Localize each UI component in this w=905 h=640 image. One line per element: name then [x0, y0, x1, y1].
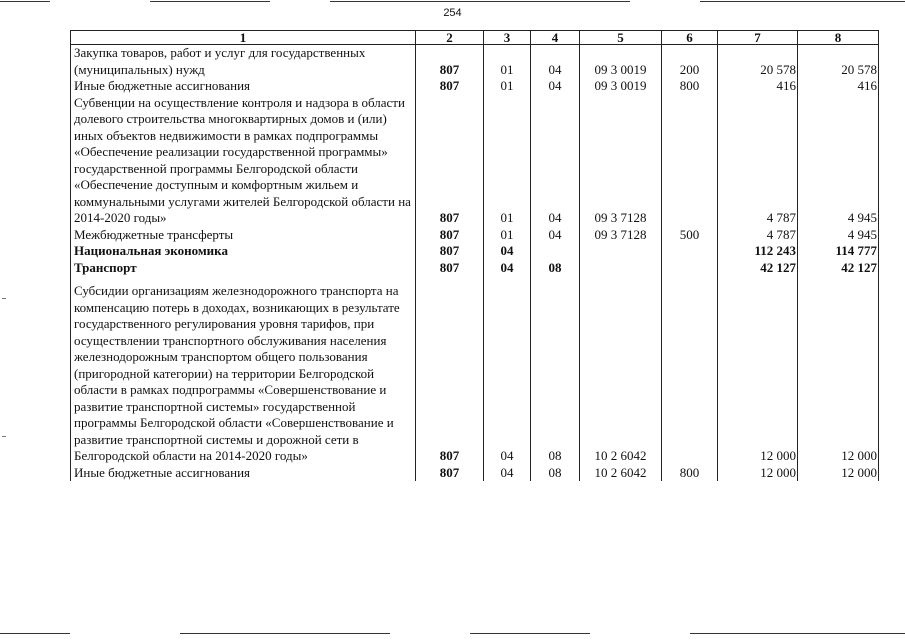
cell-ministry-code: 807: [416, 45, 484, 79]
cell-target-item: 09 3 7128: [580, 227, 662, 244]
bottom-edge-rule: [0, 633, 70, 634]
budget-table: [70, 30, 879, 481]
cell-target-item: 09 3 7128: [580, 95, 662, 227]
row-name: Иные бюджетные ассигнования: [71, 78, 416, 95]
margin-mark: [2, 298, 6, 299]
column-header: 1: [71, 31, 416, 45]
cell-amount-1: 4 787: [718, 95, 798, 227]
bottom-edge-rule: [690, 633, 905, 634]
cell-amount-1: 112 243: [718, 243, 798, 260]
margin-mark: [2, 436, 6, 437]
row-name: Субсидии организациям железнодорожного транспорта на компенсацию потерь в доходах, возникающих в результате государственного регулирования уровня тарифов, при осуществлении транспортного обслуживания населения железнодорожным транспортом общего пользования (пригородной категории) на территории Белгородской области в рамках подпрограммы «Совершенствование и развитие транспортной системы» государственной программы Белгородской области «Совершенствование и развитие транспортной системы и дорожной сети в Белгородской области на 2014-2020 годы»: [71, 283, 416, 465]
column-header: 5: [580, 31, 662, 45]
cell-target-item: 09 3 0019: [580, 78, 662, 95]
row-name: Транспорт: [71, 260, 416, 277]
cell-ministry-code: 807: [416, 260, 484, 277]
column-header: 2: [416, 31, 484, 45]
table-row: [71, 465, 879, 482]
cell-amount-2: 12 000: [798, 283, 879, 465]
cell-target-item: [580, 260, 662, 277]
cell-subsection: 08: [531, 260, 580, 277]
cell-target-item: 10 2 6042: [580, 283, 662, 465]
row-spacer: [71, 276, 879, 283]
row-name: Иные бюджетные ассигнования: [71, 465, 416, 482]
top-edge-rule: [700, 1, 905, 2]
table-row: [71, 78, 879, 95]
cell-expense-type: [662, 243, 718, 260]
table-row: [71, 283, 879, 465]
column-header: 4: [531, 31, 580, 45]
bottom-edge-rule: [180, 633, 390, 634]
table-header-row: [71, 31, 879, 45]
cell-section: 01: [484, 45, 531, 79]
row-name: Межбюджетные трансферты: [71, 227, 416, 244]
cell-section: 01: [484, 78, 531, 95]
cell-amount-1: 416: [718, 78, 798, 95]
cell-expense-type: 500: [662, 227, 718, 244]
cell-ministry-code: 807: [416, 227, 484, 244]
table-row: [71, 260, 879, 277]
top-edge-rule: [150, 1, 270, 2]
cell-subsection: 04: [531, 78, 580, 95]
cell-amount-1: 4 787: [718, 227, 798, 244]
column-header: 8: [798, 31, 879, 45]
cell-expense-type: 800: [662, 465, 718, 482]
cell-amount-2: 4 945: [798, 95, 879, 227]
table-row: [71, 227, 879, 244]
cell-section: 04: [484, 260, 531, 277]
cell-ministry-code: 807: [416, 78, 484, 95]
cell-ministry-code: 807: [416, 465, 484, 482]
row-name: Закупка товаров, работ и услуг для государственных (муниципальных) нужд: [71, 45, 416, 79]
cell-expense-type: 800: [662, 78, 718, 95]
cell-section: 01: [484, 227, 531, 244]
row-name: Субвенции на осуществление контроля и надзора в области долевого строительства многоквартирных домов и (или) иных объектов недвижимости в рамках подпрограммы «Обеспечение реализации государственной программы» государственной программы Белгородской области «Обеспечение доступным и комфортным жильем и коммунальными услугами жителей Белгородской области на 2014-2020 годы»: [71, 95, 416, 227]
cell-subsection: 08: [531, 465, 580, 482]
column-header: 7: [718, 31, 798, 45]
cell-amount-1: 42 127: [718, 260, 798, 277]
cell-amount-1: 20 578: [718, 45, 798, 79]
cell-subsection: 04: [531, 227, 580, 244]
cell-expense-type: [662, 283, 718, 465]
table-row: [71, 243, 879, 260]
cell-section: 04: [484, 243, 531, 260]
cell-amount-2: 20 578: [798, 45, 879, 79]
cell-section: 04: [484, 465, 531, 482]
table-row: [71, 95, 879, 227]
cell-target-item: [580, 243, 662, 260]
cell-amount-2: 42 127: [798, 260, 879, 277]
cell-amount-1: 12 000: [718, 283, 798, 465]
cell-expense-type: 200: [662, 45, 718, 79]
top-edge-rule: [0, 1, 50, 2]
cell-subsection: 04: [531, 45, 580, 79]
bottom-edge-rule: [470, 633, 590, 634]
column-header: 6: [662, 31, 718, 45]
cell-amount-1: 12 000: [718, 465, 798, 482]
cell-amount-2: 114 777: [798, 243, 879, 260]
cell-amount-2: 4 945: [798, 227, 879, 244]
cell-subsection: [531, 243, 580, 260]
column-header: 3: [484, 31, 531, 45]
table-row: [71, 45, 879, 79]
top-edge-rule: [330, 1, 630, 2]
page-number: 254: [443, 7, 462, 19]
cell-amount-2: 416: [798, 78, 879, 95]
cell-subsection: 08: [531, 283, 580, 465]
row-name: Национальная экономика: [71, 243, 416, 260]
cell-expense-type: [662, 260, 718, 277]
cell-ministry-code: 807: [416, 243, 484, 260]
cell-section: 04: [484, 283, 531, 465]
cell-target-item: 10 2 6042: [580, 465, 662, 482]
cell-subsection: 04: [531, 95, 580, 227]
cell-ministry-code: 807: [416, 95, 484, 227]
cell-expense-type: [662, 95, 718, 227]
cell-target-item: 09 3 0019: [580, 45, 662, 79]
cell-section: 01: [484, 95, 531, 227]
cell-amount-2: 12 000: [798, 465, 879, 482]
cell-ministry-code: 807: [416, 283, 484, 465]
